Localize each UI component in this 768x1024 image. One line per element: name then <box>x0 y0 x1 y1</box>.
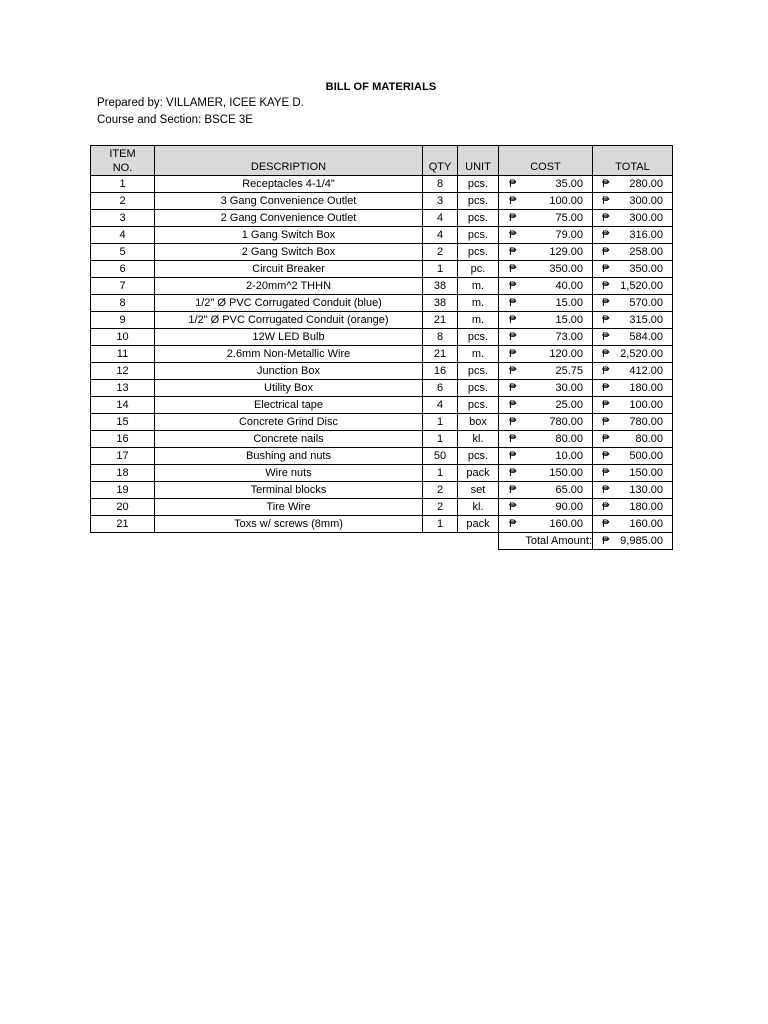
currency-symbol: ₱ <box>509 365 517 377</box>
currency-symbol: ₱ <box>602 416 610 428</box>
header-cost: COST <box>499 146 593 176</box>
total-cell <box>593 482 673 499</box>
qty-cell: 4 <box>423 210 458 227</box>
cost-cell-value: 40.00 <box>555 280 583 292</box>
unit-cell: pcs. <box>458 193 499 210</box>
currency-symbol: ₱ <box>509 246 517 258</box>
cost-cell <box>499 176 593 193</box>
document-title: BILL OF MATERIALS <box>325 81 437 93</box>
table-row <box>91 278 673 295</box>
table-row <box>91 448 673 465</box>
cost-cell <box>499 261 593 278</box>
total-cell-value: 180.00 <box>629 501 663 513</box>
currency-symbol: ₱ <box>602 229 610 241</box>
total-cell <box>593 193 673 210</box>
table-row <box>91 193 673 210</box>
description-cell: 1 Gang Switch Box <box>155 227 423 244</box>
currency-symbol: ₱ <box>509 195 517 207</box>
cost-cell-value: 350.00 <box>549 263 583 275</box>
currency-symbol: ₱ <box>602 246 610 258</box>
description-cell: Bushing and nuts <box>155 448 423 465</box>
total-cell-value: 584.00 <box>629 331 663 343</box>
table-row <box>91 227 673 244</box>
item-no-cell: 14 <box>91 397 155 414</box>
currency-symbol: ₱ <box>602 433 610 445</box>
table-row <box>91 516 673 533</box>
total-cell <box>593 346 673 363</box>
item-no-cell: 18 <box>91 465 155 482</box>
total-cell <box>593 244 673 261</box>
total-cell <box>593 261 673 278</box>
cost-cell <box>499 278 593 295</box>
item-no-cell: 16 <box>91 431 155 448</box>
table-row <box>91 261 673 278</box>
header-qty: QTY <box>423 146 458 176</box>
total-cell-value: 412.00 <box>629 365 663 377</box>
currency-symbol: ₱ <box>509 212 517 224</box>
total-cell <box>593 278 673 295</box>
description-cell: Concrete nails <box>155 431 423 448</box>
currency-symbol: ₱ <box>602 297 610 309</box>
description-cell: 2.6mm Non-Metallic Wire <box>155 346 423 363</box>
unit-cell: pcs. <box>458 329 499 346</box>
currency-symbol: ₱ <box>602 314 610 326</box>
cost-cell <box>499 499 593 516</box>
currency-symbol: ₱ <box>509 518 517 530</box>
cost-cell <box>499 448 593 465</box>
total-cell-value: 1,520.00 <box>620 280 663 292</box>
total-cell-value: 500.00 <box>629 450 663 462</box>
total-amount-row <box>91 533 673 550</box>
qty-cell: 4 <box>423 397 458 414</box>
currency-symbol: ₱ <box>602 263 610 275</box>
unit-cell: pack <box>458 516 499 533</box>
qty-cell: 1 <box>423 516 458 533</box>
total-cell <box>593 499 673 516</box>
total-cell <box>593 363 673 380</box>
currency-symbol: ₱ <box>509 382 517 394</box>
qty-cell: 1 <box>423 431 458 448</box>
cost-cell <box>499 346 593 363</box>
header-unit: UNIT <box>458 146 499 176</box>
total-cell <box>593 210 673 227</box>
table-body <box>91 176 673 533</box>
unit-cell: pack <box>458 465 499 482</box>
cost-cell-value: 80.00 <box>555 433 583 445</box>
cost-cell-value: 129.00 <box>549 246 583 258</box>
table-row <box>91 176 673 193</box>
item-no-cell: 9 <box>91 312 155 329</box>
cost-cell-value: 10.00 <box>555 450 583 462</box>
currency-symbol: ₱ <box>602 501 610 513</box>
table-row <box>91 482 673 499</box>
cost-cell-value: 15.00 <box>555 314 583 326</box>
cost-cell-value: 100.00 <box>549 195 583 207</box>
total-cell-value: 130.00 <box>629 484 663 496</box>
unit-cell: set <box>458 482 499 499</box>
qty-cell: 8 <box>423 176 458 193</box>
unit-cell: m. <box>458 295 499 312</box>
total-cell-value: 150.00 <box>629 467 663 479</box>
currency-symbol: ₱ <box>602 450 610 462</box>
table-row <box>91 431 673 448</box>
total-cell <box>593 295 673 312</box>
currency-symbol: ₱ <box>602 212 610 224</box>
table-row <box>91 210 673 227</box>
currency-symbol: ₱ <box>602 535 610 547</box>
currency-symbol: ₱ <box>509 331 517 343</box>
table-row <box>91 414 673 431</box>
currency-symbol: ₱ <box>602 195 610 207</box>
total-cell-value: 780.00 <box>629 416 663 428</box>
qty-cell: 6 <box>423 380 458 397</box>
description-cell: 12W LED Bulb <box>155 329 423 346</box>
item-no-cell: 15 <box>91 414 155 431</box>
unit-cell: m. <box>458 278 499 295</box>
item-no-cell: 3 <box>91 210 155 227</box>
total-cell <box>593 312 673 329</box>
cost-cell <box>499 465 593 482</box>
description-cell: Wire nuts <box>155 465 423 482</box>
total-cell-value: 315.00 <box>629 314 663 326</box>
cost-cell-value: 150.00 <box>549 467 583 479</box>
unit-cell: m. <box>458 346 499 363</box>
total-cell-value: 80.00 <box>635 433 663 445</box>
description-cell: Circuit Breaker <box>155 261 423 278</box>
currency-symbol: ₱ <box>602 331 610 343</box>
description-cell: 1/2" Ø PVC Corrugated Conduit (orange) <box>155 312 423 329</box>
item-no-cell: 10 <box>91 329 155 346</box>
currency-symbol: ₱ <box>509 467 517 479</box>
total-cell-value: 160.00 <box>629 518 663 530</box>
header-item-no-line1: ITEM <box>109 148 136 160</box>
description-cell: Toxs w/ screws (8mm) <box>155 516 423 533</box>
qty-cell: 3 <box>423 193 458 210</box>
qty-cell: 2 <box>423 482 458 499</box>
total-cell-value: 350.00 <box>629 263 663 275</box>
table-row <box>91 346 673 363</box>
currency-symbol: ₱ <box>602 518 610 530</box>
cost-cell <box>499 482 593 499</box>
item-no-cell: 8 <box>91 295 155 312</box>
description-cell: Utility Box <box>155 380 423 397</box>
currency-symbol: ₱ <box>602 365 610 377</box>
cost-cell <box>499 210 593 227</box>
description-cell: Concrete Grind Disc <box>155 414 423 431</box>
currency-symbol: ₱ <box>602 467 610 479</box>
qty-cell: 21 <box>423 346 458 363</box>
cost-cell <box>499 431 593 448</box>
cost-cell-value: 90.00 <box>555 501 583 513</box>
currency-symbol: ₱ <box>509 501 517 513</box>
table-row <box>91 244 673 261</box>
currency-symbol: ₱ <box>509 348 517 360</box>
cost-cell-value: 73.00 <box>555 331 583 343</box>
total-cell-value: 100.00 <box>629 399 663 411</box>
item-no-cell: 12 <box>91 363 155 380</box>
total-cell-value: 2,520.00 <box>620 348 663 360</box>
currency-symbol: ₱ <box>509 280 517 292</box>
item-no-cell: 19 <box>91 482 155 499</box>
currency-symbol: ₱ <box>602 178 610 190</box>
total-cell <box>593 329 673 346</box>
cost-cell <box>499 295 593 312</box>
currency-symbol: ₱ <box>509 314 517 326</box>
unit-cell: pcs. <box>458 380 499 397</box>
table-row <box>91 465 673 482</box>
table-row <box>91 499 673 516</box>
cost-cell-value: 35.00 <box>555 178 583 190</box>
item-no-cell: 21 <box>91 516 155 533</box>
currency-symbol: ₱ <box>602 348 610 360</box>
unit-cell: pcs. <box>458 176 499 193</box>
table-row <box>91 380 673 397</box>
unit-cell: pcs. <box>458 448 499 465</box>
header-item-no <box>91 146 155 176</box>
prepared-by-line: Prepared by: VILLAMER, ICEE KAYE D. <box>97 97 304 109</box>
table-row <box>91 397 673 414</box>
table-row <box>91 295 673 312</box>
currency-symbol: ₱ <box>602 280 610 292</box>
header-description: DESCRIPTION <box>155 146 423 176</box>
currency-symbol: ₱ <box>509 263 517 275</box>
table-row <box>91 312 673 329</box>
total-cell-value: 316.00 <box>629 229 663 241</box>
cost-cell-value: 79.00 <box>555 229 583 241</box>
cost-cell-value: 25.75 <box>555 365 583 377</box>
cost-cell <box>499 397 593 414</box>
total-amount-cell <box>593 533 673 550</box>
cost-cell-value: 15.00 <box>555 297 583 309</box>
currency-symbol: ₱ <box>509 433 517 445</box>
total-cell-value: 300.00 <box>629 195 663 207</box>
item-no-cell: 4 <box>91 227 155 244</box>
unit-cell: pcs. <box>458 210 499 227</box>
total-cell <box>593 397 673 414</box>
description-cell: 3 Gang Convenience Outlet <box>155 193 423 210</box>
qty-cell: 50 <box>423 448 458 465</box>
description-cell: 2 Gang Switch Box <box>155 244 423 261</box>
total-cell-value: 258.00 <box>629 246 663 258</box>
description-cell: 2-20mm^2 THHN <box>155 278 423 295</box>
cost-cell-value: 160.00 <box>549 518 583 530</box>
cost-cell-value: 30.00 <box>555 382 583 394</box>
unit-cell: m. <box>458 312 499 329</box>
total-row-spacer <box>91 533 499 550</box>
table-row <box>91 363 673 380</box>
qty-cell: 16 <box>423 363 458 380</box>
currency-symbol: ₱ <box>602 382 610 394</box>
description-cell: Tire Wire <box>155 499 423 516</box>
qty-cell: 8 <box>423 329 458 346</box>
item-no-cell: 11 <box>91 346 155 363</box>
total-cell <box>593 227 673 244</box>
cost-cell <box>499 227 593 244</box>
currency-symbol: ₱ <box>509 484 517 496</box>
total-cell <box>593 448 673 465</box>
description-cell: Terminal blocks <box>155 482 423 499</box>
qty-cell: 38 <box>423 278 458 295</box>
item-no-cell: 6 <box>91 261 155 278</box>
item-no-cell: 1 <box>91 176 155 193</box>
unit-cell: pc. <box>458 261 499 278</box>
cost-cell-value: 65.00 <box>555 484 583 496</box>
cost-cell <box>499 312 593 329</box>
cost-cell <box>499 329 593 346</box>
unit-cell: kl. <box>458 499 499 516</box>
cost-cell <box>499 380 593 397</box>
unit-cell: pcs. <box>458 363 499 380</box>
description-cell: 1/2" Ø PVC Corrugated Conduit (blue) <box>155 295 423 312</box>
currency-symbol: ₱ <box>509 297 517 309</box>
total-cell-value: 300.00 <box>629 212 663 224</box>
currency-symbol: ₱ <box>602 399 610 411</box>
total-cell-value: 280.00 <box>629 178 663 190</box>
total-cell <box>593 431 673 448</box>
currency-symbol: ₱ <box>509 416 517 428</box>
qty-cell: 38 <box>423 295 458 312</box>
total-amount-label: Total Amount: <box>499 533 593 550</box>
unit-cell: kl. <box>458 431 499 448</box>
total-cell <box>593 176 673 193</box>
qty-cell: 1 <box>423 414 458 431</box>
qty-cell: 1 <box>423 465 458 482</box>
table-row <box>91 329 673 346</box>
cost-cell-value: 25.00 <box>555 399 583 411</box>
item-no-cell: 7 <box>91 278 155 295</box>
cost-cell <box>499 414 593 431</box>
qty-cell: 4 <box>423 227 458 244</box>
cost-cell-value: 120.00 <box>549 348 583 360</box>
unit-cell: pcs. <box>458 244 499 261</box>
currency-symbol: ₱ <box>509 229 517 241</box>
qty-cell: 2 <box>423 244 458 261</box>
description-cell: Receptacles 4-1/4" <box>155 176 423 193</box>
total-cell <box>593 465 673 482</box>
item-no-cell: 5 <box>91 244 155 261</box>
header-item-no-line2: NO. <box>112 162 133 174</box>
header-total: TOTAL <box>593 146 673 176</box>
currency-symbol: ₱ <box>509 178 517 190</box>
cost-cell <box>499 363 593 380</box>
description-cell: 2 Gang Convenience Outlet <box>155 210 423 227</box>
unit-cell: pcs. <box>458 397 499 414</box>
description-cell: Junction Box <box>155 363 423 380</box>
description-cell: Electrical tape <box>155 397 423 414</box>
currency-symbol: ₱ <box>509 399 517 411</box>
total-cell <box>593 516 673 533</box>
total-cell <box>593 414 673 431</box>
item-no-cell: 2 <box>91 193 155 210</box>
item-no-cell: 17 <box>91 448 155 465</box>
cost-cell <box>499 244 593 261</box>
qty-cell: 2 <box>423 499 458 516</box>
currency-symbol: ₱ <box>602 484 610 496</box>
course-section-line: Course and Section: BSCE 3E <box>97 114 253 126</box>
cost-cell-value: 780.00 <box>549 416 583 428</box>
total-cell-value: 570.00 <box>629 297 663 309</box>
total-cell-value: 180.00 <box>629 382 663 394</box>
item-no-cell: 20 <box>91 499 155 516</box>
unit-cell: box <box>458 414 499 431</box>
qty-cell: 1 <box>423 261 458 278</box>
currency-symbol: ₱ <box>509 450 517 462</box>
item-no-cell: 13 <box>91 380 155 397</box>
unit-cell: pcs. <box>458 227 499 244</box>
cost-cell <box>499 516 593 533</box>
qty-cell: 21 <box>423 312 458 329</box>
bill-of-materials-table <box>90 145 673 550</box>
total-amount-value: 9,985.00 <box>620 535 663 547</box>
total-cell <box>593 380 673 397</box>
cost-cell <box>499 193 593 210</box>
cost-cell-value: 75.00 <box>555 212 583 224</box>
